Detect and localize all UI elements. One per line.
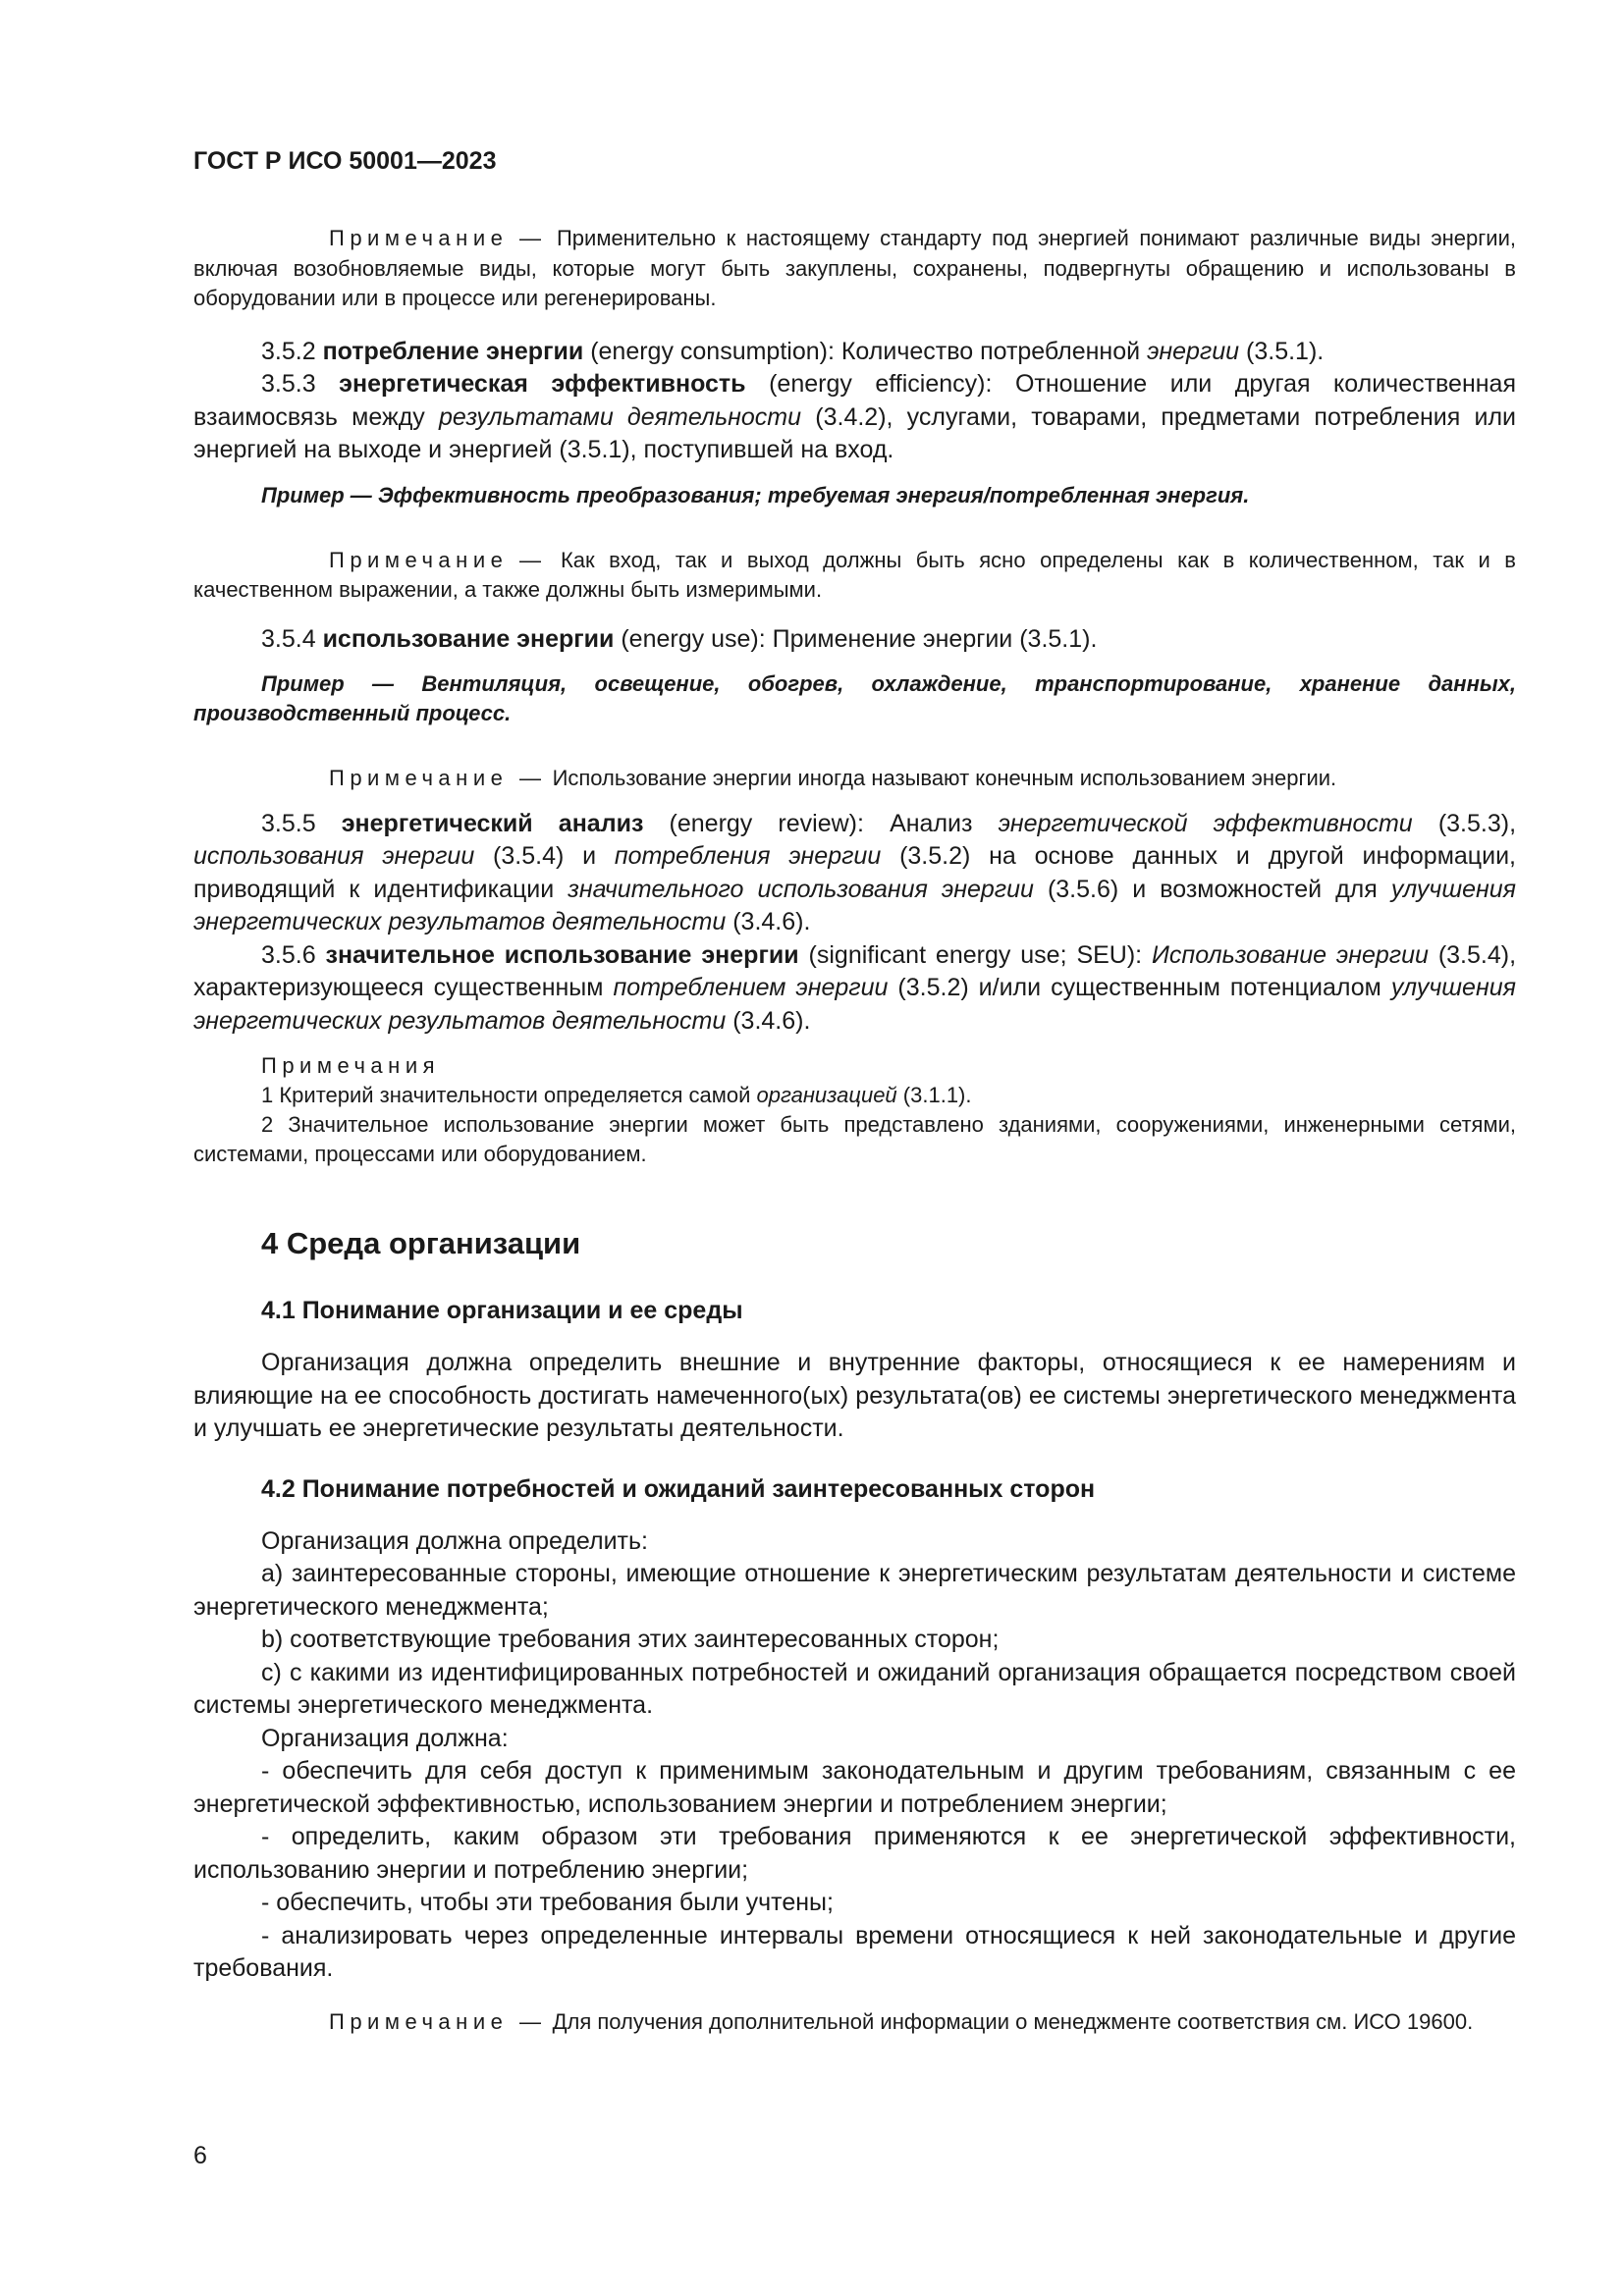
note-text: Как вход, так и выход должны быть ясно определены как в количественном, так и в качественном выражении, а также должны быть измеримыми. [193, 547, 1516, 602]
note-text: Применительно к настоящему стандарту под энергией понимают различные виды энергии, включая возобновляемые виды, которые могут быть закуплены, сохранены, подвергнуты обращению и использованы в оборудовании или в процессе или регенерированы. [193, 226, 1516, 310]
example-energy-use: Пример — Вентиляция, освещение, обогрев, охлаждение, транспортирование, хранение данных, производственный процесс. [193, 671, 1516, 725]
term-definition: (energy consumption): Количество потребленной [590, 337, 1141, 365]
subsection-heading-4-2: 4.2 Понимание потребностей и ожиданий заинтересованных сторон [261, 1474, 1096, 1503]
note-label: Примечание — [329, 226, 547, 250]
term-reference: улучшения энергетических результатов деятельности [193, 974, 1516, 1035]
term-reference: значительного использования энергии [568, 875, 1034, 903]
example-efficiency: Пример — Эффективность преобразования; требуемая энергия/потребленная энергия. [261, 482, 1250, 507]
term-reference: улучшения энергетических результатов деятельности [193, 875, 1516, 935]
paragraph-4-2-intro2: Организация должна: [261, 1724, 509, 1752]
term-number: 3.5.3 [261, 370, 316, 398]
list-item-a: a) заинтересованные стороны, имеющие отношение к энергетическим результатам деятельности и системе энергетического менеджмента; [193, 1560, 1516, 1621]
term-number: 3.5.2 [261, 337, 316, 365]
term-text: (3.5.4), характеризующееся существенным [193, 940, 1517, 1001]
term-3-5-3 [193, 368, 1516, 467]
term-number: 3.5.6 [261, 940, 316, 969]
note-compliance [193, 2007, 1516, 2038]
list-item-b: b) соответствующие требования этих заинтересованных сторон; [261, 1626, 1000, 1653]
term-3-5-4 [193, 623, 1516, 657]
term-text: (3.4.6). [732, 908, 811, 935]
term-reference: энергии [1147, 337, 1240, 365]
note-text: (3.1.1). [902, 1083, 972, 1107]
note-label: Примечание — [329, 766, 547, 790]
note-text: Для получения дополнительной информации о менеджменте соответствия см. ИСО 19600. [552, 2008, 1474, 2034]
term-3-5-5 [193, 808, 1516, 939]
list-item-c: c) с какими из идентифицированных потребностей и ожиданий организация обращается посредством своей системы энергетического менеджмента. [193, 1658, 1516, 1719]
term-definition: (energy use): Применение энергии (3.5.1). [621, 624, 1098, 653]
note-label: Примечание — [329, 2008, 547, 2034]
term-text: (3.5.6) и возможностей для [1047, 875, 1378, 903]
term-definition-tail: (3.4.2), услугами, товарами, предметами потребления или энергией на выходе и энергией (3.5.1), поступившей на вход. [193, 402, 1517, 463]
notes-item-2: 2 Значительное использование энергии может быть представлено зданиями, сооружениями, инженерными сетями, системами, процессами или оборудованием. [193, 1112, 1516, 1166]
term-reference: энергетической эффективности [998, 809, 1413, 837]
term-text: (3.5.4) и [493, 842, 597, 870]
note-end-use [193, 764, 1516, 794]
notes-item-1 [193, 1081, 1516, 1110]
paragraph-4-1: Организация должна определить внешние и внутренние факторы, относящиеся к ее намерениям и влияющие на ее способность достигать намеченного(ых) результата(ов) ее системы энергетического менеджмента и улучшать ее энергетические результаты деятельности. [193, 1349, 1516, 1442]
subsection-heading-4-1: 4.1 Понимание организации и ее среды [261, 1297, 743, 1324]
term-name: использование энергии [322, 624, 615, 653]
note-text: Использование энергии иногда называют конечным использованием энергии. [552, 766, 1337, 790]
term-text: (energy review): Анализ [669, 809, 973, 837]
term-text: (3.4.6). [732, 1006, 811, 1035]
document-content [193, 224, 1516, 2037]
term-reference: потребления энергии [614, 842, 882, 870]
list-item-dash-2: - определить, каким образом эти требования применяются к ее энергетической эффективности, использованию энергии и потреблению энергии; [193, 1823, 1516, 1884]
term-name: значительное использование энергии [325, 940, 799, 969]
term-reference: Использование энергии [1152, 940, 1429, 969]
term-reference: потреблением энергии [613, 974, 889, 1001]
term-3-5-6 [193, 939, 1516, 1039]
note-input-output [193, 546, 1516, 606]
term-text: (3.5.3), [1437, 809, 1517, 837]
term-name: энергетический анализ [341, 809, 644, 837]
note-energy [193, 224, 1516, 314]
document-header: ГОСТ Р ИСО 50001—2023 [193, 147, 497, 175]
term-reference: организацией [756, 1083, 897, 1107]
term-name: энергетическая эффективность [339, 370, 746, 398]
note-label: Примечание — [329, 547, 547, 572]
section-heading-4: 4 Среда организации [261, 1226, 581, 1260]
list-item-dash-1: - обеспечить для себя доступ к применимым законодательным и другим требованиям, связанным с ее энергетической эффективностью, использованием энергии и потреблением энергии; [193, 1757, 1516, 1818]
term-number: 3.5.4 [261, 624, 316, 653]
term-reference-number: (3.5.1). [1246, 337, 1325, 365]
list-item-dash-4: - анализировать через определенные интервалы времени относящиеся к ней законодательные и другие требования. [193, 1921, 1516, 1982]
term-text: (3.5.2) и/или существенным потенциалом [897, 974, 1381, 1001]
term-reference: результатами деятельности [439, 402, 802, 431]
notes-label: Примечания [261, 1053, 441, 1078]
paragraph-4-2-intro: Организация должна определить: [261, 1526, 648, 1555]
list-item-dash-3: - обеспечить, чтобы эти требования были учтены; [261, 1889, 834, 1916]
document-page [193, 0, 1516, 2296]
term-definition: (energy efficiency): Отношение или другая количественная взаимосвязь между [193, 370, 1516, 431]
term-text: (significant energy use; SEU): [808, 940, 1143, 969]
term-3-5-2 [193, 336, 1516, 369]
page-number: 6 [193, 2142, 207, 2169]
term-text: (3.5.2) на основе данных и другой информации, приводящий к идентификации [193, 842, 1516, 903]
note-text: 1 Критерий значительности определяется самой [261, 1083, 751, 1107]
term-number: 3.5.5 [261, 809, 316, 837]
term-name: потребление энергии [322, 337, 584, 365]
term-reference: использования энергии [193, 842, 475, 870]
